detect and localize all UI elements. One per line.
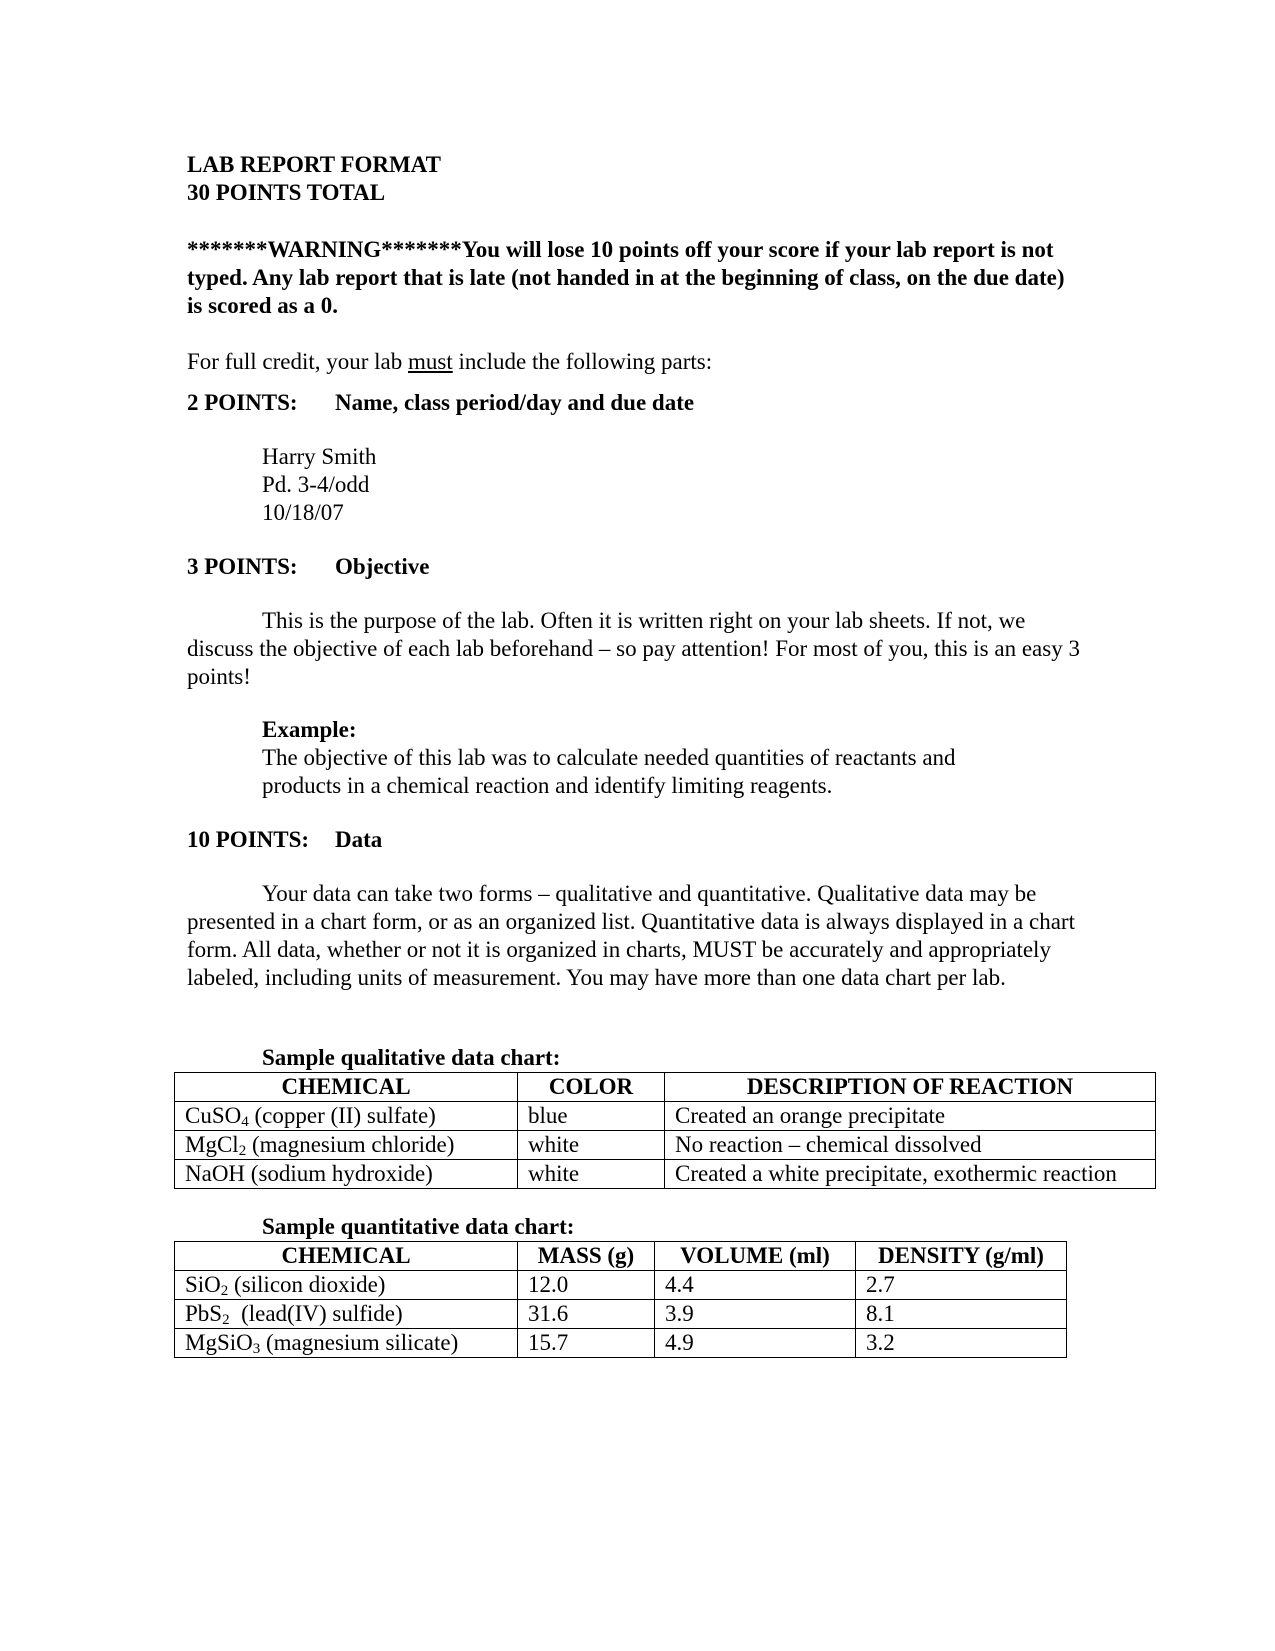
cell-volume: 4.9 — [655, 1329, 856, 1358]
cell-mass: 15.7 — [518, 1329, 655, 1358]
intro-before: For full credit, your lab — [187, 349, 409, 374]
cell-description: Created a white precipitate, exothermic reaction — [665, 1160, 1156, 1189]
example-line-1: The objective of this lab was to calculate needed quantities of reactants and — [262, 745, 956, 770]
student-name: Harry Smith — [262, 444, 377, 469]
qualitative-data-table — [174, 1072, 1156, 1189]
document-title: LAB REPORT FORMAT — [187, 152, 441, 177]
section-objective-heading — [187, 553, 430, 581]
example-label: Example: — [262, 717, 357, 742]
qualitative-caption: Sample qualitative data chart: — [262, 1045, 561, 1070]
table-row — [175, 1160, 1156, 1189]
section-data-heading — [187, 826, 382, 854]
table-header-row — [175, 1242, 1067, 1271]
header-mass: MASS (g) — [518, 1242, 655, 1271]
cell-chemical: MgSiO$_3$ (magnesium silicate) — [175, 1329, 518, 1358]
student-info — [262, 443, 376, 527]
header-volume: VOLUME (ml) — [655, 1242, 856, 1271]
cell-description: Created an orange precipitate — [665, 1102, 1156, 1131]
cell-description: No reaction – chemical dissolved — [665, 1131, 1156, 1160]
class-period: Pd. 3-4/odd — [262, 472, 370, 497]
document-title-block — [187, 151, 441, 207]
intro-sentence — [187, 348, 712, 376]
objective-example — [262, 716, 956, 800]
intro-underlined: must — [408, 349, 453, 374]
cell-volume: 4.4 — [655, 1271, 856, 1300]
cell-mass: 12.0 — [518, 1271, 655, 1300]
cell-density: 3.2 — [856, 1329, 1067, 1358]
due-date: 10/18/07 — [262, 500, 344, 525]
cell-mass: 31.6 — [518, 1300, 655, 1329]
section-data-points: 10 POINTS: — [187, 827, 310, 852]
table-row — [175, 1131, 1156, 1160]
table-row — [175, 1271, 1067, 1300]
cell-chemical: NaOH (sodium hydroxide) — [175, 1160, 518, 1189]
header-color: COLOR — [518, 1073, 665, 1102]
table-row — [175, 1102, 1156, 1131]
cell-density: 2.7 — [856, 1271, 1067, 1300]
section-name-points: 2 POINTS: — [187, 390, 298, 415]
header-chemical: CHEMICAL — [175, 1073, 518, 1102]
objective-paragraph-text: This is the purpose of the lab. Often it is written right on your lab sheets. If not, we discuss the objective of each lab beforehand – so pay attention! For most of you, this is an easy 3 points! — [187, 608, 1080, 689]
cell-color: white — [518, 1131, 665, 1160]
data-paragraph-text: Your data can take two forms – qualitative and quantitative. Qualitative data may be presented in a chart form, or as an organized list. Quantitative data is always displayed in a chart form. All data, whether or not it is organized in charts, MUST be accurately and appropriately labeled, including units of measurement. You may have more than one data chart per lab. — [187, 881, 1075, 990]
table-row — [175, 1329, 1067, 1358]
intro-after: include the following parts: — [452, 349, 713, 374]
cell-color: blue — [518, 1102, 665, 1131]
header-density: DENSITY (g/ml) — [856, 1242, 1067, 1271]
section-name-heading — [187, 389, 694, 417]
header-chemical: CHEMICAL — [175, 1242, 518, 1271]
table-row — [175, 1300, 1067, 1329]
late-warning: *******WARNING*******You will lose 10 points off your score if your lab report is not typed. Any lab report that is late (not handed in at the beginning of class, on the due date) is scored as a 0. — [187, 237, 1065, 318]
table-header-row — [175, 1073, 1156, 1102]
section-objective-title: Objective — [335, 554, 430, 579]
header-description: DESCRIPTION OF REACTION — [665, 1073, 1156, 1102]
cell-density: 8.1 — [856, 1300, 1067, 1329]
cell-chemical: MgCl$_2$ (magnesium chloride) — [175, 1131, 518, 1160]
cell-chemical: CuSO$_4$ (copper (II) sulfate) — [175, 1102, 518, 1131]
section-objective-points: 3 POINTS: — [187, 554, 298, 579]
points-total: 30 POINTS TOTAL — [187, 180, 386, 205]
cell-color: white — [518, 1160, 665, 1189]
section-name-title: Name, class period/day and due date — [335, 390, 695, 415]
section-data-title: Data — [335, 827, 383, 852]
quantitative-data-table — [174, 1241, 1067, 1358]
cell-chemical: PbS$_2$ (lead(IV) sulfide) — [175, 1300, 518, 1329]
objective-paragraph — [187, 607, 1087, 691]
cell-chemical: SiO$_2$ (silicon dioxide) — [175, 1271, 518, 1300]
example-line-2: products in a chemical reaction and identify limiting reagents. — [262, 773, 833, 798]
data-paragraph — [187, 880, 1087, 992]
quantitative-caption: Sample quantitative data chart: — [262, 1214, 575, 1239]
cell-volume: 3.9 — [655, 1300, 856, 1329]
